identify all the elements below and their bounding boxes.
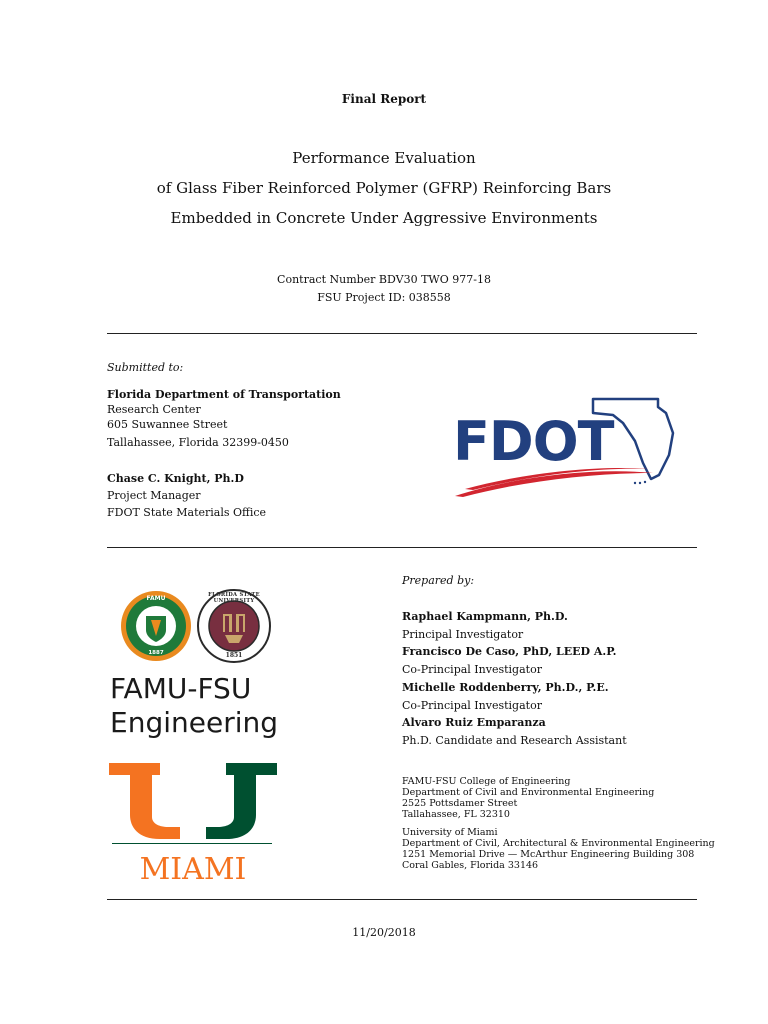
manager-line: Project Manager: [107, 489, 201, 502]
wordmark-line: Engineering: [110, 706, 278, 739]
divider: [107, 333, 697, 334]
person-name: Alvaro Ruiz Emparanza: [402, 716, 546, 730]
org-line: Research Center: [107, 403, 201, 416]
report-title: [0, 143, 768, 233]
person-role: Ph.D. Candidate and Research Assistant: [402, 733, 627, 747]
report-type: Final Report: [341, 92, 427, 106]
fdot-wordmark: FDOT: [453, 410, 614, 473]
org-line: 605 Suwannee Street: [107, 418, 228, 431]
famu-fsu-address: [402, 776, 654, 820]
fdot-logo: [453, 393, 678, 503]
wordmark-line: FAMU-FSU: [110, 672, 252, 705]
fsu-seal-text: FLORIDA STATE UNIVERSITY: [208, 592, 260, 604]
prepared-people: [402, 608, 627, 750]
manager-line: FDOT State Materials Office: [107, 506, 267, 519]
manager-name: Chase C. Knight, Ph.D: [107, 472, 244, 485]
prepared-label: Prepared by:: [402, 574, 475, 587]
address-line: Department of Civil and Environmental Engineering: [402, 787, 655, 798]
person-role: Co-Principal Investigator: [402, 663, 542, 677]
fsu-seal: [197, 588, 271, 664]
address-line: 1251 Memorial Drive — McArthur Engineering Building 308: [402, 849, 695, 860]
famu-fsu-engineering-wordmark: [110, 672, 278, 740]
miami-wordmark: MIAMI: [139, 852, 247, 887]
report-date: 11/20/2018: [352, 926, 416, 939]
famu-seal-year: 1887: [148, 650, 164, 656]
miami-u-graphic: [108, 757, 278, 847]
person-role: Co-Principal Investigator: [402, 698, 542, 712]
project-manager: [107, 470, 266, 521]
address-line: Tallahassee, FL 32310: [402, 809, 510, 820]
title-line: Embedded in Concrete Under Aggressive Environments: [170, 209, 598, 227]
org-line: Tallahassee, Florida 32399-0450: [107, 436, 289, 449]
divider: [107, 899, 697, 900]
contract-number: Contract Number BDV30 TWO 977-18: [277, 273, 491, 286]
miami-logo: [108, 757, 278, 892]
famu-seal-text: FAMU: [146, 595, 166, 602]
fsu-seal-year: 1851: [225, 652, 243, 659]
address-line: Coral Gables, Florida 33146: [402, 860, 539, 871]
miami-address: [402, 827, 715, 871]
famu-seal: [120, 590, 192, 662]
submitted-org: [107, 387, 341, 450]
project-id: FSU Project ID: 038558: [317, 291, 451, 304]
org-name: Florida Department of Transportation: [107, 388, 341, 401]
person-name: Raphael Kampmann, Ph.D.: [402, 610, 568, 623]
address-line: University of Miami: [402, 827, 498, 838]
miami-rule: [112, 843, 272, 844]
divider: [107, 547, 697, 548]
person-name: Francisco De Caso, PhD, LEED A.P.: [402, 645, 617, 659]
title-line: of Glass Fiber Reinforced Polymer (GFRP) Reinforcing Bars: [156, 179, 612, 197]
address-line: 2525 Pottsdamer Street: [402, 798, 518, 809]
submitted-label: Submitted to:: [107, 361, 184, 374]
address-line: FAMU-FSU College of Engineering: [402, 776, 571, 787]
person-role: Principal Investigator: [402, 627, 524, 641]
address-line: Department of Civil, Architectural & Environmental Engineering: [402, 838, 715, 849]
person-name: Michelle Roddenberry, Ph.D., P.E.: [402, 680, 609, 694]
title-line: Performance Evaluation: [292, 149, 476, 167]
